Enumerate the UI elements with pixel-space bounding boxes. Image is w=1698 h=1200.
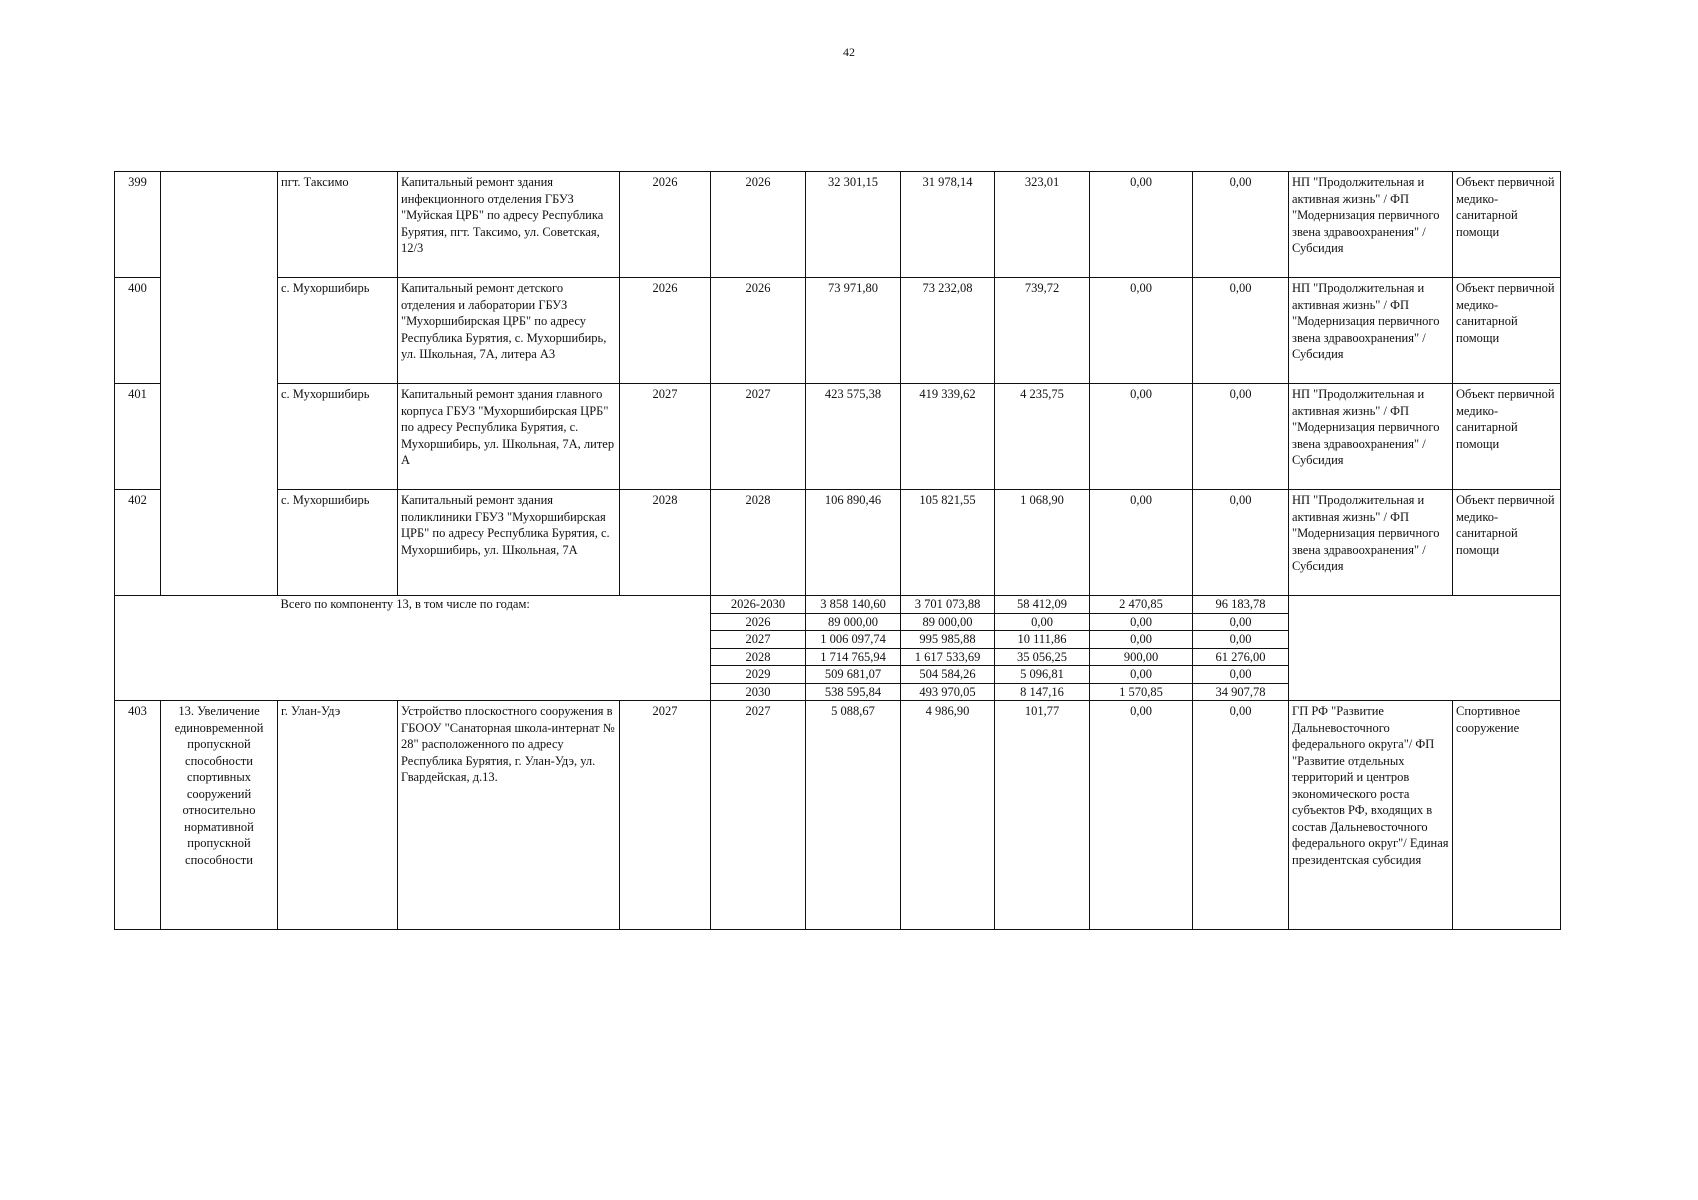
summary-total: 3 858 140,60 <box>806 596 901 614</box>
regional-cell: 4 235,75 <box>995 384 1090 490</box>
summary-regional: 58 412,09 <box>995 596 1090 614</box>
settlement-cell: пгт. Таксимо <box>278 172 398 278</box>
summary-blank <box>115 596 278 701</box>
table-row <box>115 490 1561 596</box>
start-year-cell: 2027 <box>620 701 711 930</box>
regional-cell: 1 068,90 <box>995 490 1090 596</box>
local-cell: 0,00 <box>1090 172 1193 278</box>
object-type-cell: Объект первичной медико-санитарной помощи <box>1453 172 1561 278</box>
object-name-cell: Устройство плоскостного сооружения в ГБООУ "Санаторная школа-интернат № 28" расположенного по адресу Республика Бурятия, г. Улан-Удэ, ул. Гвардейская, д.13. <box>398 701 620 930</box>
summary-period: 2027 <box>711 631 806 649</box>
object-type-cell: Объект первичной медико-санитарной помощи <box>1453 384 1561 490</box>
local-cell: 0,00 <box>1090 278 1193 384</box>
federal-cell: 31 978,14 <box>901 172 995 278</box>
row-number: 403 <box>115 701 161 930</box>
summary-total: 1 714 765,94 <box>806 648 901 666</box>
federal-cell: 4 986,90 <box>901 701 995 930</box>
settlement-cell: с. Мухоршибирь <box>278 278 398 384</box>
row-number: 400 <box>115 278 161 384</box>
extra-cell: 0,00 <box>1193 384 1289 490</box>
row-number: 399 <box>115 172 161 278</box>
summary-empty <box>1289 596 1561 701</box>
summary-row <box>115 596 1561 614</box>
summary-period: 2026-2030 <box>711 596 806 614</box>
table-row <box>115 278 1561 384</box>
object-type-cell: Объект первичной медико-санитарной помощи <box>1453 278 1561 384</box>
table-row <box>115 701 1561 930</box>
end-year-cell: 2026 <box>711 172 806 278</box>
federal-cell: 73 232,08 <box>901 278 995 384</box>
program-cell: НП "Продолжительная и активная жизнь" / ФП "Модернизация первичного звена здравоохранения" / Субсидия <box>1289 384 1453 490</box>
summary-total: 1 006 097,74 <box>806 631 901 649</box>
regional-cell: 101,77 <box>995 701 1090 930</box>
summary-total: 538 595,84 <box>806 683 901 701</box>
object-name-cell: Капитальный ремонт здания главного корпуса ГБУЗ "Мухоршибирская ЦРБ" по адресу Республика Бурятия, с. Мухоршибирь, ул. Школьная, 7А, литер А <box>398 384 620 490</box>
table-row <box>115 384 1561 490</box>
summary-extra: 34 907,78 <box>1193 683 1289 701</box>
summary-local: 2 470,85 <box>1090 596 1193 614</box>
federal-cell: 419 339,62 <box>901 384 995 490</box>
summary-local: 900,00 <box>1090 648 1193 666</box>
extra-cell: 0,00 <box>1193 490 1289 596</box>
program-cell: НП "Продолжительная и активная жизнь" / ФП "Модернизация первичного звена здравоохранения" / Субсидия <box>1289 172 1453 278</box>
settlement-cell: г. Улан-Удэ <box>278 701 398 930</box>
program-cell: НП "Продолжительная и активная жизнь" / ФП "Модернизация первичного звена здравоохранения" / Субсидия <box>1289 490 1453 596</box>
table-row <box>115 172 1561 278</box>
extra-cell: 0,00 <box>1193 278 1289 384</box>
local-cell: 0,00 <box>1090 490 1193 596</box>
summary-federal: 504 584,26 <box>901 666 995 684</box>
regional-cell: 323,01 <box>995 172 1090 278</box>
summary-period: 2030 <box>711 683 806 701</box>
summary-federal: 493 970,05 <box>901 683 995 701</box>
summary-local: 0,00 <box>1090 631 1193 649</box>
summary-regional: 8 147,16 <box>995 683 1090 701</box>
total-cell: 5 088,67 <box>806 701 901 930</box>
object-name-cell: Капитальный ремонт детского отделения и лаборатории ГБУЗ "Мухоршибирская ЦРБ" по адресу Республика Бурятия, с. Мухоршибирь, ул. Школьная, 7А, литера А3 <box>398 278 620 384</box>
page-number: 42 <box>843 45 855 59</box>
summary-regional: 35 056,25 <box>995 648 1090 666</box>
extra-cell: 0,00 <box>1193 172 1289 278</box>
row-number: 401 <box>115 384 161 490</box>
summary-federal: 1 617 533,69 <box>901 648 995 666</box>
total-cell: 423 575,38 <box>806 384 901 490</box>
object-name-cell: Капитальный ремонт здания инфекционного отделения ГБУЗ "Муйская ЦРБ" по адресу Республика Бурятия, пгт. Таксимо, ул. Советская, 12/3 <box>398 172 620 278</box>
total-cell: 32 301,15 <box>806 172 901 278</box>
end-year-cell: 2026 <box>711 278 806 384</box>
end-year-cell: 2027 <box>711 701 806 930</box>
summary-extra: 61 276,00 <box>1193 648 1289 666</box>
settlement-cell: с. Мухоршибирь <box>278 490 398 596</box>
row-number: 402 <box>115 490 161 596</box>
settlement-cell: с. Мухоршибирь <box>278 384 398 490</box>
start-year-cell: 2026 <box>620 172 711 278</box>
program-cell: НП "Продолжительная и активная жизнь" / ФП "Модернизация первичного звена здравоохранения" / Субсидия <box>1289 278 1453 384</box>
summary-regional: 10 111,86 <box>995 631 1090 649</box>
summary-federal: 3 701 073,88 <box>901 596 995 614</box>
summary-period: 2028 <box>711 648 806 666</box>
component-cell <box>161 172 278 596</box>
summary-local: 1 570,85 <box>1090 683 1193 701</box>
total-cell: 73 971,80 <box>806 278 901 384</box>
summary-extra: 0,00 <box>1193 666 1289 684</box>
summary-federal: 89 000,00 <box>901 613 995 631</box>
end-year-cell: 2028 <box>711 490 806 596</box>
extra-cell: 0,00 <box>1193 701 1289 930</box>
regional-cell: 739,72 <box>995 278 1090 384</box>
summary-local: 0,00 <box>1090 613 1193 631</box>
summary-extra: 0,00 <box>1193 613 1289 631</box>
program-cell: ГП РФ "Развитие Дальневосточного федерального округа"/ ФП "Развитие отдельных территорий и центров экономического роста субъектов РФ, входящих в состав Дальневосточного федерального округ"/ Единая президентская субсидия <box>1289 701 1453 930</box>
summary-regional: 0,00 <box>995 613 1090 631</box>
total-cell: 106 890,46 <box>806 490 901 596</box>
summary-period: 2026 <box>711 613 806 631</box>
summary-label: Всего по компоненту 13, в том числе по годам: <box>278 596 711 701</box>
component-cell: 13. Увеличение единовременной пропускной способности спортивных сооружений относительно нормативной пропускной способности <box>161 701 278 930</box>
object-type-cell: Объект первичной медико-санитарной помощи <box>1453 490 1561 596</box>
start-year-cell: 2028 <box>620 490 711 596</box>
object-type-cell: Спортивное сооружение <box>1453 701 1561 930</box>
objects-table <box>114 171 1561 930</box>
start-year-cell: 2027 <box>620 384 711 490</box>
summary-period: 2029 <box>711 666 806 684</box>
object-name-cell: Капитальный ремонт здания поликлиники ГБУЗ "Мухоршибирская ЦРБ" по адресу Республика Бурятия, с. Мухоршибирь, ул. Школьная, 7А <box>398 490 620 596</box>
summary-extra: 0,00 <box>1193 631 1289 649</box>
summary-total: 89 000,00 <box>806 613 901 631</box>
start-year-cell: 2026 <box>620 278 711 384</box>
end-year-cell: 2027 <box>711 384 806 490</box>
local-cell: 0,00 <box>1090 701 1193 930</box>
local-cell: 0,00 <box>1090 384 1193 490</box>
summary-regional: 5 096,81 <box>995 666 1090 684</box>
summary-total: 509 681,07 <box>806 666 901 684</box>
summary-extra: 96 183,78 <box>1193 596 1289 614</box>
summary-federal: 995 985,88 <box>901 631 995 649</box>
federal-cell: 105 821,55 <box>901 490 995 596</box>
summary-local: 0,00 <box>1090 666 1193 684</box>
